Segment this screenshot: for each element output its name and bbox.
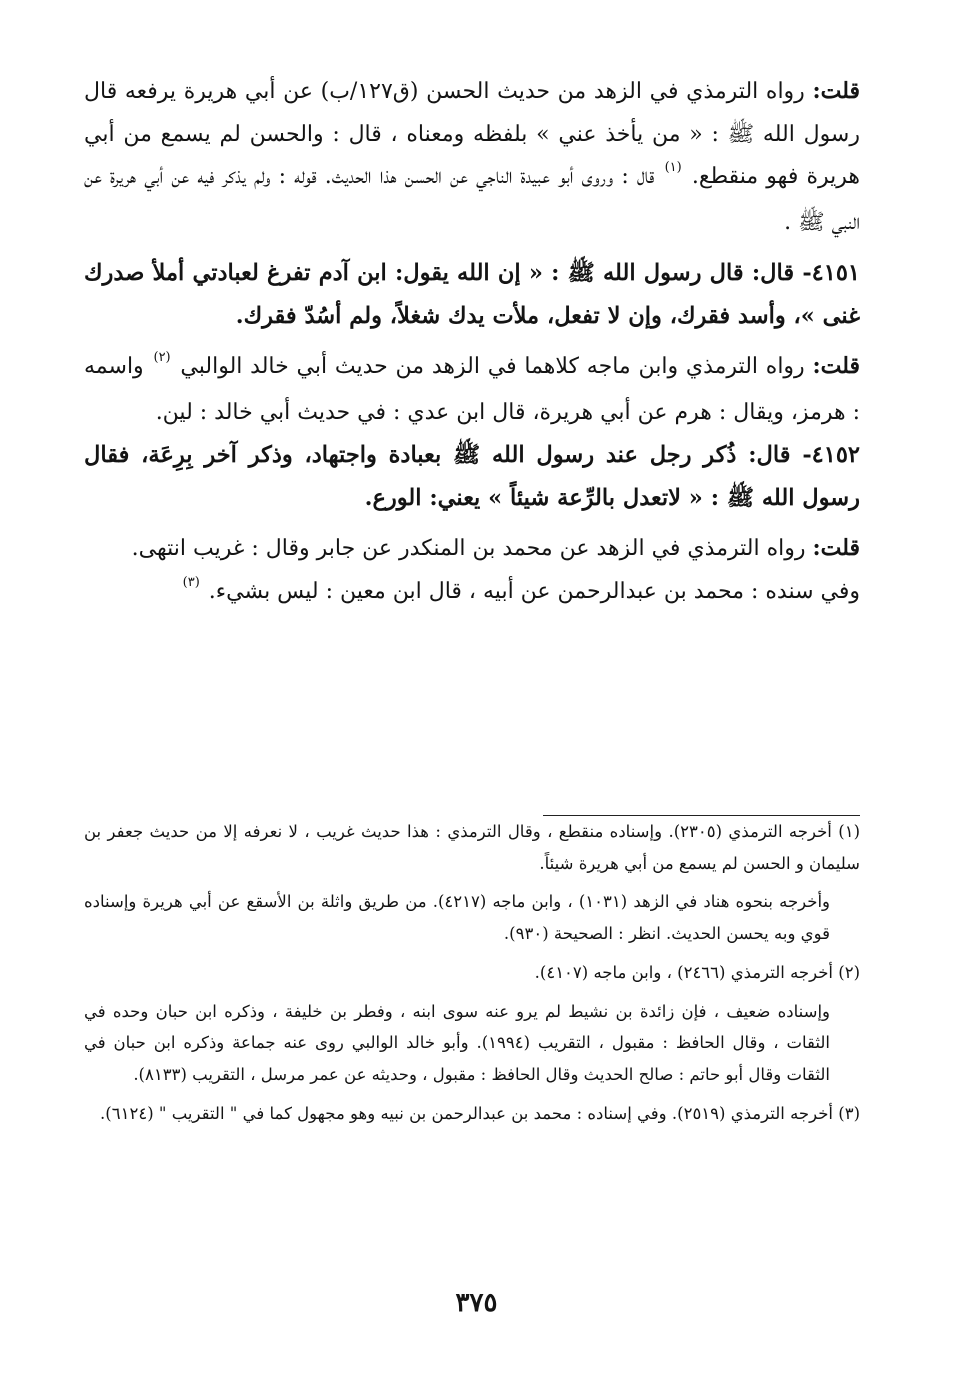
hadith-text: قال: قال رسول الله ﷺ : « إن الله يقول: ابن آدم تفرغ لعبادتي أملأ صدرك غنى »، وأسد فقرك، وإن لا تفعل، ملأت يدك شغلاً، ولم أسُدّ فقرك. [84,260,860,329]
paragraph-3-text: رواه الترمذي في الزهد عن محمد بن المنكدر عن جابر وقال : غريب انتهى. [131,536,806,561]
footnote-item: وأخرجه بنحوه هناد في الزهد (١٠٣١) ، وابن ماجه (٤٢١٧). من طريق واثلة بن الأسقع عن أبي هريرة وإسناده قوي وبه يحسن الحديث. انظر : الصحيحة (٩٣٠). [84,892,830,944]
paragraph-1-text: رواه الترمذي في الزهد من حديث الحسن (ق١٢٧/ب) عن أبي هريرة يرفعه قال رسول الله ﷺ : « من يأخذ عني » بلفظه ومعناه ، قال : والحسن لم يسمع من أبي هريرة فهو منقطع. [84,79,860,189]
footnote-item: (١) أخرجه الترمذي (٢٣٠٥). وإسناده منقطع ، وقال الترمذي : هذا حديث غريب ، لا نعرفه إلا من حديث جعفر بن سليمان و الحسن لم يسمع من أبي هريرة شيئاً. [84,822,860,873]
qultu-label: قلت: [812,353,861,379]
paragraph-4 [84,571,860,617]
paragraph-4-text: وفي سنده : محمد بن عبدالرحمن عن أبيه ، قال ابن معين : ليس بشيء. [208,578,860,604]
footnote-marker-1: (١) [664,160,682,175]
paragraph-2-text: رواه الترمذي وابن ماجه كلاهما في الزهد من حديث أبي خالد الوالبي [180,354,805,379]
hadith-4152 [84,434,860,519]
page-number: ٣٧٥ [455,1288,498,1318]
paragraph-1-text-after: قال : وروى أبو عبيدة الناجي عن الحسن هذا الحديث. قوله : ولم يذكر فيه عن أبي هريرة عن النبي ﷺ . [84,164,860,235]
paragraph-3 [84,527,860,571]
hadith-4151 [84,252,860,337]
hadith-number: ٤١٥١- [802,260,860,286]
paragraph-2-text-after: واسمه : هرمز، ويقال : هرم عن أبي هريرة، قال ابن عدي : في حديث أبي خالد : لين. [84,354,860,425]
main-text [84,70,860,616]
footnote-marker-3: (٣) [182,574,200,590]
footnote-item: (٢) أخرجه الترمذي (٢٤٦٦) ، وابن ماجه (٤١٠٧). [534,962,860,982]
qultu-label: قلت: [812,535,860,561]
footnote-item: وإسناده ضعيف ، فإن زائدة بن نشيط لم يرو عنه سوى ابنه ، وفطر بن خليفة ، وذكره ابن حبان وحده في الثقات ، وقال الحافظ : مقبول ، التقريب (١٩٩٤). وأبو خالد الوالبي روى عنه جماعة وذكره ابن حبان في الثقات وقال أبو حاتم : صالح الحديث وقال الحافظ : مقبول ، وحديثه عن عمر مرسل ، التقريب (٨١٣٣). [84,1001,830,1084]
hadith-number: ٤١٥٢- [802,442,860,468]
paragraph-2 [84,345,860,434]
footnotes [84,816,860,1129]
hadith-text: قال: ذُكر رجل عند رسول الله ﷺ بعبادة واجتهاد، وذكر آخر بِرِعَة، فقال رسول الله ﷺ : « لاتعدل بالرِّعة شيئاً » يعني: الورع. [84,442,860,511]
footnote-marker-2: (٢) [153,350,171,365]
footnote-item: (٣) أخرجه الترمذي (٢٥١٩). وفي إسناده : محمد بن عبدالرحمن بن نبيه وهو مجهول كما في " التقريب " (٦١٢٤). [100,1103,860,1123]
qultu-label: قلت: [812,78,860,104]
paragraph-1 [84,70,860,244]
